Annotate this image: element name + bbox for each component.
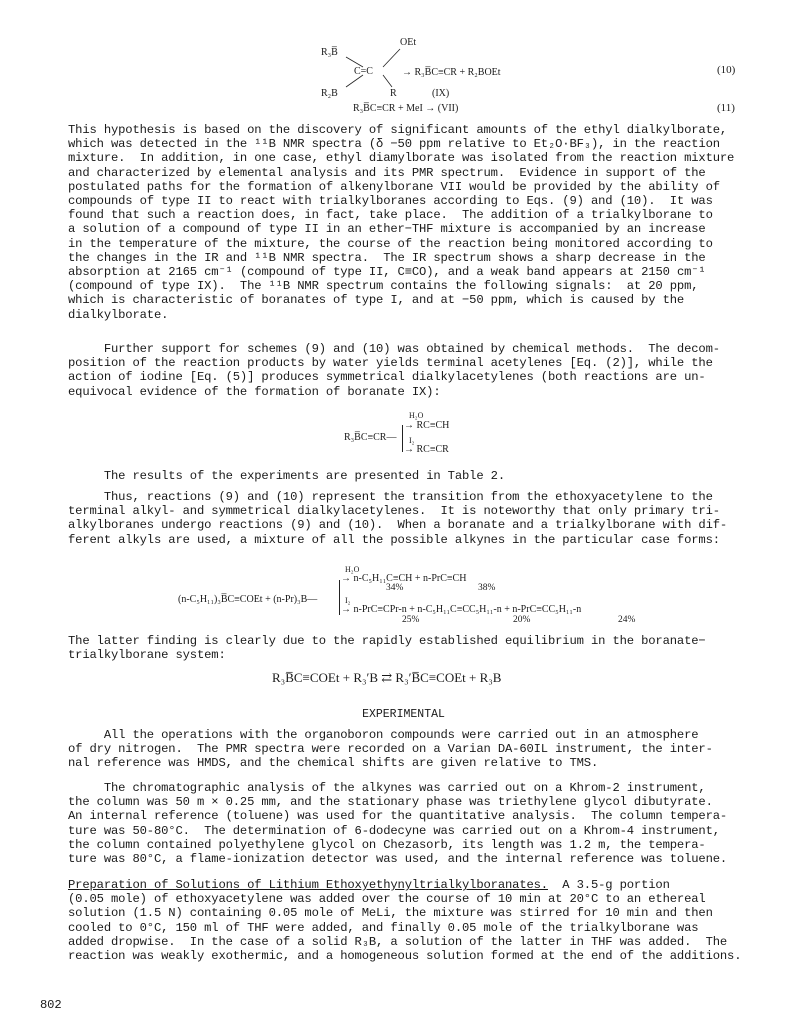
paragraph-thus: Thus, reactions (9) and (10) represent the transition from the ethoxyacetylene to the terminal alkyl- and symmetrical dialkylacetylenes. It is noteworthy that only primary tri- alkylboranes undergo reactions (9) and (10). When a boranate and a trialkylborane with dif- ferent alkyls are used, a mixture of all the possible alkynes in the particular case forms:	[68, 490, 728, 547]
eq10-ix-label: (IX)	[432, 88, 450, 99]
scheme1-top: → RC≡CH	[404, 420, 450, 431]
scheme1-left: R₃B̅C≡CR—	[344, 432, 397, 443]
scheme2-left: (n-C₅H₁₁)₃B̅C≡COEt + (n-Pr)₃B—	[178, 594, 318, 605]
paragraph-hypothesis: This hypothesis is based on the discovery of significant amounts of the ethyl dialkylborate, which was detected in the ¹¹B NMR spectra (δ −50 ppm relative to Et₂O·BF₃), in the reaction mixture. In addition, in one case, ethyl diamylborate was isolated from the reaction mixture and characterized by elemental analysis and its PMR spectrum. Evidence in support of the postulated paths for the formation of alkenylborane VII would be provided by the ability of compounds of type II to react with trialkylboranes according to Eqs. (9) and (10). It was found that such a reaction does, in fact, take place. The addition of a trialkylborane to a solution of a compound of type II in an ether−THF mixture is accompanied by an increase in the temperature of the mixture, the course of the reaction being monitored according to the changes in the IR and ¹¹B NMR spectra. The IR spectrum shows a sharp decrease in the absorption at 2165 cm⁻¹ (compound of type II, C≡CO), and a weak band appears at 2150 cm⁻¹ (compound of type IX). The ¹¹B NMR spectrum contains the following signals: at 20 ppm, which is characteristic of boranates of type I, and at −50 ppm, which is caused by the dialkylborate.	[68, 123, 735, 322]
eq10-oet: OEt	[400, 37, 417, 48]
eq11-number: (11)	[717, 102, 735, 114]
paragraph-results: The results of the experiments are presented in Table 2.	[68, 469, 505, 483]
paragraph-further-support: Further support for schemes (9) and (10) was obtained by chemical methods. The decom- position of the reaction products by water yields terminal acetylenes [Eq. (2)], while the action of iodine [Eq. (5)] produces symmetrical dialkylacetylenes (both reactions are un- equivocal evidence of the formation of boranate IX):	[68, 342, 720, 399]
scheme2-bracket	[339, 580, 340, 615]
scheme1-bracket	[402, 425, 403, 452]
scheme2-bot-pct2: 20%	[513, 615, 531, 625]
eq10-r: R	[390, 88, 397, 99]
scheme2-bot-pct3: 24%	[618, 615, 636, 625]
scheme2-i2: I₂	[345, 596, 351, 605]
paragraph-operations: All the operations with the organoboron compounds were carried out in an atmosphere of dry nitrogen. The PMR spectra were recorded on a Varian DA-60IL instrument, the inter- nal reference was HMDS, and the chemical shifts are given relative to TMS.	[68, 728, 713, 771]
eq10-r3b: R₃B̅	[321, 47, 338, 58]
scheme2-bottom: → n-PrC≡CPr-n + n-C₅H₁₁C≡CC₅H₁₁-n + n-PrC≡CC₅H₁₁-n	[341, 604, 582, 615]
scheme2-h2o: H₂O	[345, 565, 360, 574]
page-number: 802	[40, 998, 62, 1012]
eq10-product: → R₃B̅C≡CR + R₂BOEt	[402, 67, 501, 78]
scheme1-h2o: H₂O	[409, 411, 424, 420]
scheme2-top-pct2: 38%	[478, 583, 496, 593]
paragraph-preparation	[68, 878, 758, 963]
paragraph-latter-finding: The latter finding is clearly due to the rapidly established equilibrium in the boranate− trialkylborane system:	[68, 634, 706, 663]
eq10-r2b: R₂B	[321, 88, 338, 99]
paragraph-chromatography: The chromatographic analysis of the alkynes was carried out on a Khrom-2 instrument, the column was 50 m × 0.25 mm, and the stationary phase was triethylene glycol dibutyrate. An internal reference (toluene) was used for the quantitative analysis. The column tempera- ture was 50-80°C. The determination of 6-dodecyne was carried out on a Khrom-4 instrument, the column contained polyethylene glycol on Chezasorb, its length was 1.2 m, the tempera- ture was 80°C, a flame-ionization detector was used, and the internal reference was toluene.	[68, 781, 728, 867]
preparation-title: Preparation of Solutions of Lithium Ethoxyethynyltrialkylboranates.	[68, 878, 548, 892]
scheme1-bottom: → RC≡CR	[404, 444, 449, 455]
scheme2-bot-pct1: 25%	[402, 615, 420, 625]
scheme2-top: → n-C₅H₁₁C≡CH + n-PrC≡CH	[341, 573, 467, 584]
scheme2-top-pct1: 34%	[386, 583, 404, 593]
preparation-body: A 3.5-g portion (0.05 mole) of ethoxyacetylene was added over the course of 10 min at 20°C to an ethereal solution (1.5 N) containing 0.05 mole of MeLi, the mixture was stirred for 10 min and then cooled to 0°C, 150 ml of THF were added, and finally 0.05 mole of the trialkylborane was added dropwise. In the case of a solid R₃B, a solution of the latter in THF was added. The reaction was weakly exothermic, and a homogeneous solution formed at the end of the additions.	[68, 878, 742, 964]
experimental-heading: EXPERIMENTAL	[362, 708, 445, 721]
eq11-text: R₃B̅C≡CR + MeI → (VII)	[353, 103, 459, 114]
scheme1-i2: I₂	[409, 436, 415, 445]
eq10-cc: C=C	[354, 66, 373, 77]
equilibrium-equation: R₃B̅C≡COEt + R₃′B ⇄ R₃′B̅C≡COEt + R₃B	[272, 670, 502, 685]
eq10-number: (10)	[717, 64, 736, 76]
